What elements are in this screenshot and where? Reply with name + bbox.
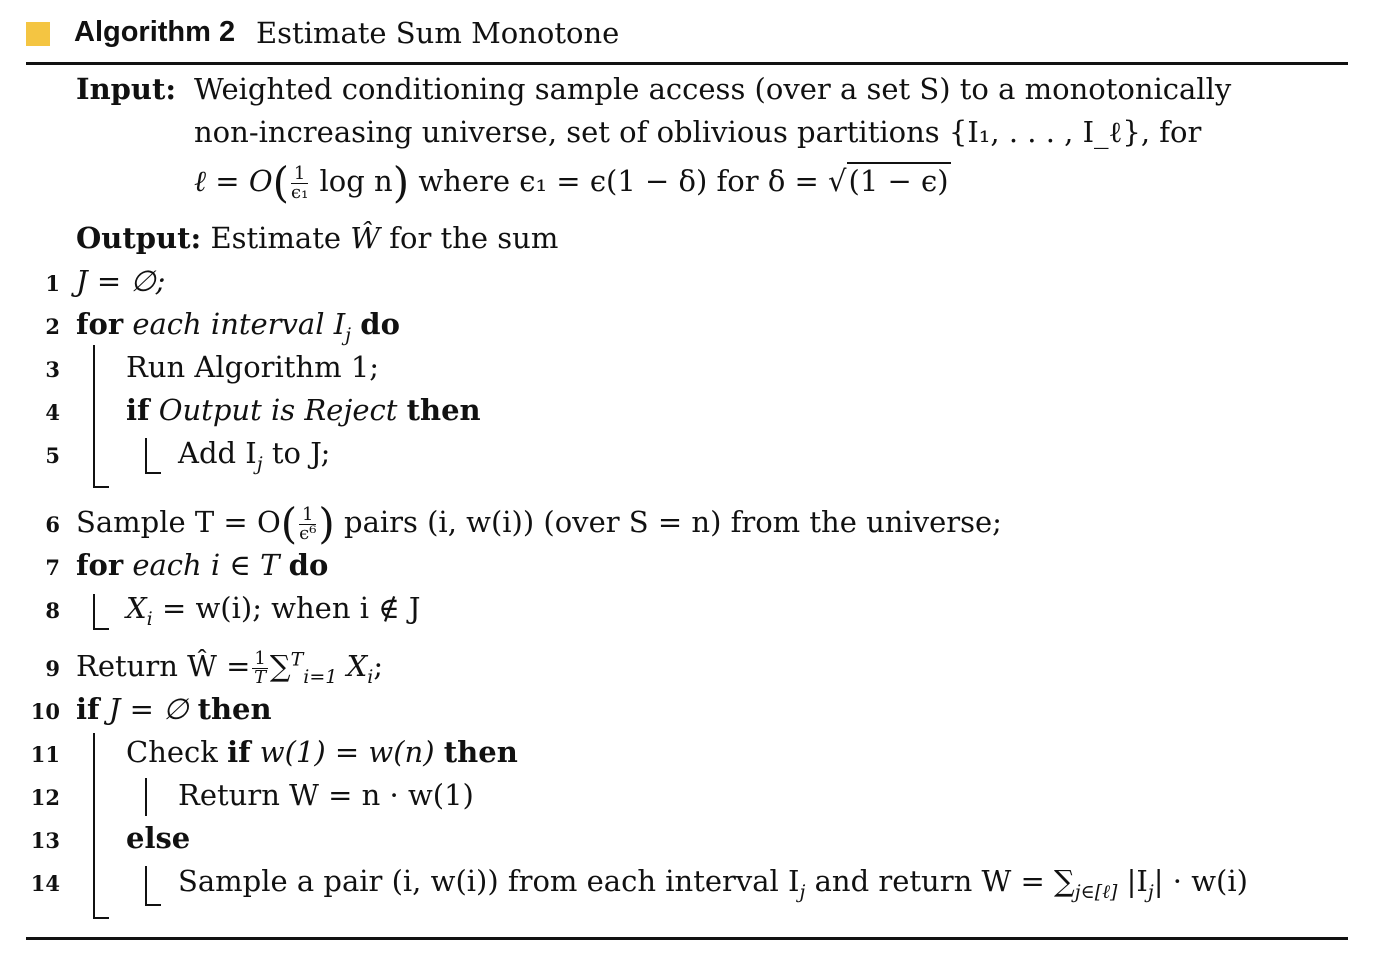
block-bar-for-7 bbox=[93, 594, 95, 630]
line-number-6: 6 bbox=[45, 512, 60, 537]
block-end-for-1 bbox=[93, 486, 109, 488]
line-number-14: 14 bbox=[30, 871, 60, 896]
output-line: Output: Estimate Ŵ for the sum bbox=[76, 221, 559, 255]
line-9: Return Ŵ = $\frac{1}{T}$ ∑$^T_{i=1}$ $X_i$; bbox=[76, 647, 384, 688]
line-number-5: 5 bbox=[45, 443, 60, 468]
line-12: Return W = n · w(1) bbox=[178, 778, 474, 812]
line-14: Sample a pair (i, w(i)) from each interval $I_j$ and return $W = \sum_{j\in[\ell]}$ $|I_j| \cdot w(i)$ bbox=[178, 864, 1248, 903]
line-3: Run Algorithm 1; bbox=[126, 350, 380, 384]
line-number-12: 12 bbox=[30, 785, 60, 810]
input-label: Input: bbox=[76, 72, 177, 106]
block-bar-else-13 bbox=[145, 866, 147, 906]
line-number-8: 8 bbox=[45, 598, 60, 623]
line-8: $X_i = w(i)$; when i ∉ J bbox=[126, 591, 421, 630]
line-number-1: 1 bbox=[45, 271, 60, 296]
line-10: if J = ∅ then bbox=[76, 692, 272, 726]
block-bar-if-10 bbox=[93, 733, 95, 919]
block-end-if-10 bbox=[93, 917, 109, 919]
line-6-fraction: $\frac{1}{\text{ϵ⁶}}$ bbox=[299, 503, 317, 544]
algorithm-label: Algorithm 2 bbox=[74, 16, 236, 48]
algorithm-marker bbox=[26, 22, 50, 46]
block-end-for-7 bbox=[93, 628, 109, 630]
line-5: Add $I_j$ to J; bbox=[178, 436, 331, 475]
line-number-13: 13 bbox=[30, 828, 60, 853]
algorithm-title: Estimate Sum Monotone bbox=[256, 16, 620, 50]
block-bar-for-1 bbox=[93, 345, 95, 488]
block-end-if-4 bbox=[145, 472, 161, 474]
input-text-3: ℓ = O( $\frac{1}{\text{ϵ₁}}$ log n) where ϵ₁ = ϵ(1 − δ) for δ = √(1 − ϵ) bbox=[194, 158, 949, 207]
input-line-1 bbox=[76, 72, 176, 106]
top-rule bbox=[26, 62, 1348, 65]
line-number-10: 10 bbox=[30, 699, 60, 724]
line-9-fraction: $\frac{1}{T}$ bbox=[254, 647, 267, 688]
block-bar-if-11 bbox=[145, 778, 147, 816]
line-number-11: 11 bbox=[30, 742, 60, 767]
input-text-1: Weighted conditioning sample access (over a set S) to a monotonically bbox=[194, 72, 1232, 106]
line-number-4: 4 bbox=[45, 400, 60, 425]
line-13: else bbox=[126, 821, 191, 855]
line-4: if Output is Reject then bbox=[126, 393, 481, 427]
line-number-3: 3 bbox=[45, 357, 60, 382]
output-label: Output: bbox=[76, 221, 202, 255]
line-1: J = ∅; bbox=[76, 264, 166, 298]
bottom-rule bbox=[26, 937, 1348, 940]
block-end-else-13 bbox=[145, 904, 161, 906]
line-number-9: 9 bbox=[45, 656, 60, 681]
line-11: Check if w(1) = w(n) then bbox=[126, 735, 518, 769]
line-7: for each i ∈ T do bbox=[76, 548, 329, 582]
input-fraction: $\frac{1}{\text{ϵ₁}}$ bbox=[290, 162, 309, 203]
line-6: Sample T = O( $\frac{1}{\text{ϵ⁶}}$ ) pairs (i, w(i)) (over S = n) from the universe; bbox=[76, 499, 1002, 548]
line-number-7: 7 bbox=[45, 555, 60, 580]
block-bar-if-4 bbox=[145, 438, 147, 474]
input-text-2: non-increasing universe, set of oblivious partitions {I₁, . . . , I_ℓ}, for bbox=[194, 115, 1202, 149]
line-number-2: 2 bbox=[45, 314, 60, 339]
line-2: for each interval $I_j$ do bbox=[76, 307, 400, 346]
